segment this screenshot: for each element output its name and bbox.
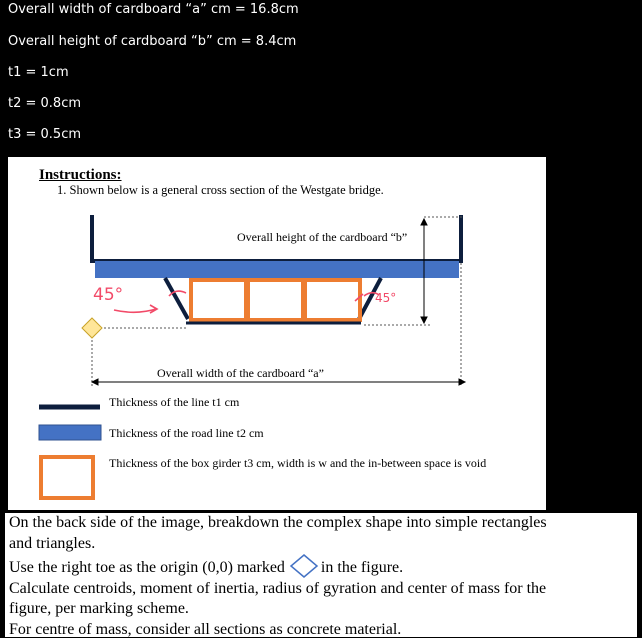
note-line-3-before: Use the right toe as the origin (0,0) marked [9,559,285,576]
legend-line-label: Thickness of the line t1 cm [109,395,240,409]
angle-left-label: 45° [93,285,124,305]
height-label: Overall height of the cardboard “b” [237,230,408,244]
note-line-1: On the back side of the image, breakdown the complex shape into simple rectangles [9,514,547,531]
width-spec: Overall width of cardboard “a” cm = 16.8cm [8,2,299,17]
legend-box-swatch [41,457,93,498]
note-line-3 [9,554,637,579]
instructions-title: Instructions: [39,167,122,183]
legend-road-label: Thickness of the road line t2 cm [109,426,264,440]
note-line-3-after: in the figure. [320,559,404,576]
origin-diamond-inline-icon [289,554,319,578]
height-spec: Overall height of cardboard “b” cm = 8.4cm [8,34,297,49]
note-line-4: Calculate centroids, moment of inertia, radius of gyration and center of mass for the [9,579,547,597]
legend-road-swatch [39,425,101,440]
left-slanted-web [165,278,188,319]
box-girders [191,280,360,320]
t2-spec: t2 = 0.8cm [8,96,82,111]
note-line-5: figure, per marking scheme. [9,600,189,617]
t1-spec: t1 = 1cm [8,65,69,80]
angle-right-label: 45° [375,291,397,305]
instruction-panel [8,157,546,510]
t3-spec: t3 = 0.5cm [8,127,82,142]
legend-box-label: Thickness of the box girder t3 cm, width is w and the in-between space is void [109,456,487,470]
width-label: Overall width of the cardboard “a” [157,366,324,380]
instruction-item: 1. Shown below is a general cross section of the Westgate bridge. [57,183,384,197]
note-line-6: For centre of mass, consider all sections as concrete material. [9,620,402,638]
origin-diamond-icon [82,318,102,338]
note-line-2: and triangles. [9,534,96,552]
notes-box [4,512,638,638]
road-slab [95,261,459,278]
